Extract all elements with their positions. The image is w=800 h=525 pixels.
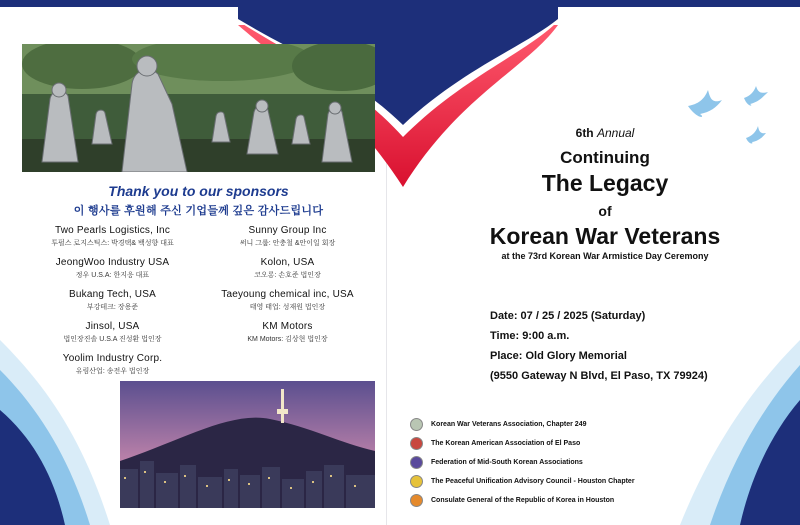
annual-line [460, 126, 750, 140]
sponsor-detail: KM Motors: 김상현 법인장 [247, 336, 328, 343]
organizer-name: The Peaceful Unification Advisory Council - Houston Chapter [431, 478, 635, 485]
event-time: Time: 9:00 a.m. [490, 330, 570, 342]
sponsor-item [25, 257, 200, 280]
sponsor-detail: 태영 태업: 성재원 법인장 [249, 304, 326, 311]
sponsor-name: Jinsol, USA [85, 321, 140, 332]
organization-logo-icon [410, 437, 423, 450]
organizer-item [410, 453, 635, 472]
title-of: of [598, 203, 612, 219]
sponsor-item [200, 321, 375, 344]
title-korean-war-veterans: Korean War Veterans [489, 223, 721, 249]
sponsor-name: Sunny Group Inc [248, 225, 327, 236]
memorial-photo [22, 44, 375, 172]
sponsor-name: JeongWoo Industry USA [55, 257, 170, 268]
sponsor-detail: 코오롱: 손호준 법인장 [254, 272, 321, 279]
sponsor-item [25, 225, 200, 248]
sponsor-name: KM Motors [262, 321, 313, 332]
ceremony-subtitle: at the 73rd Korean War Armistice Day Ceremony [501, 251, 709, 261]
sponsor-detail: 정우 U.S.A: 한지응 대표 [75, 272, 150, 279]
organizer-name: Korean War Veterans Association, Chapter 249 [431, 421, 587, 428]
organizer-name: Federation of Mid-South Korean Associations [431, 459, 583, 466]
sponsor-name: Kolon, USA [260, 257, 315, 268]
organizer-list [410, 415, 635, 510]
organizer-item [410, 491, 635, 510]
sponsor-item [25, 289, 200, 312]
organization-logo-icon [410, 418, 423, 431]
sponsors-heading: Thank you to our sponsors [108, 183, 289, 199]
organization-logo-icon [410, 494, 423, 507]
sponsor-name: Bukang Tech, USA [69, 289, 156, 300]
annual-ordinal: 6th [575, 126, 594, 140]
event-title-block [460, 126, 750, 261]
sponsor-list-left [25, 225, 200, 385]
sponsor-detail: 유림산업: 송전우 법인장 [75, 368, 150, 375]
sponsor-item [25, 321, 200, 344]
top-border [0, 0, 800, 7]
sponsor-list-right [200, 225, 375, 353]
organizer-item [410, 472, 635, 491]
sponsors-heading-korean: 이 행사를 후원해 주신 기업들께 깊은 감사드립니다 [73, 205, 324, 217]
sponsor-detail: 법인장진솔 U.S.A 진성환 법인장 [63, 336, 162, 343]
organizer-item [410, 415, 635, 434]
sponsor-item [25, 353, 200, 376]
organizer-item [410, 434, 635, 453]
sponsor-item [200, 225, 375, 248]
sponsor-detail: 부강테크: 장용준 [86, 304, 139, 311]
organization-logo-icon [410, 475, 423, 488]
city-skyline-photo [120, 381, 375, 508]
title-legacy: The Legacy [541, 170, 669, 196]
sponsor-detail: 써니 그룹: 안충철 &안이일 회장 [239, 240, 336, 247]
event-date: Date: 07 / 25 / 2025 (Saturday) [490, 310, 646, 322]
sponsor-name: Yoolim Industry Corp. [62, 353, 163, 364]
organization-logo-icon [410, 456, 423, 469]
title-continuing: Continuing [560, 148, 650, 167]
organizer-name: The Korean American Association of El Paso [431, 440, 581, 447]
sponsor-detail: 투펄스 로지스틱스: 박경택& 백성향 대표 [51, 240, 174, 247]
sponsor-item [200, 289, 375, 312]
event-details [490, 310, 708, 390]
sponsor-name: Two Pearls Logistics, Inc [54, 225, 171, 236]
event-place: Place: Old Glory Memorial [490, 350, 627, 362]
event-address: (9550 Gateway N Blvd, El Paso, TX 79924) [490, 370, 708, 382]
sponsor-item [200, 257, 375, 280]
annual-word: Annual [596, 126, 635, 140]
sponsor-name: Taeyoung chemical inc, USA [221, 289, 354, 300]
organizer-name: Consulate General of the Republic of Korea in Houston [431, 497, 615, 504]
